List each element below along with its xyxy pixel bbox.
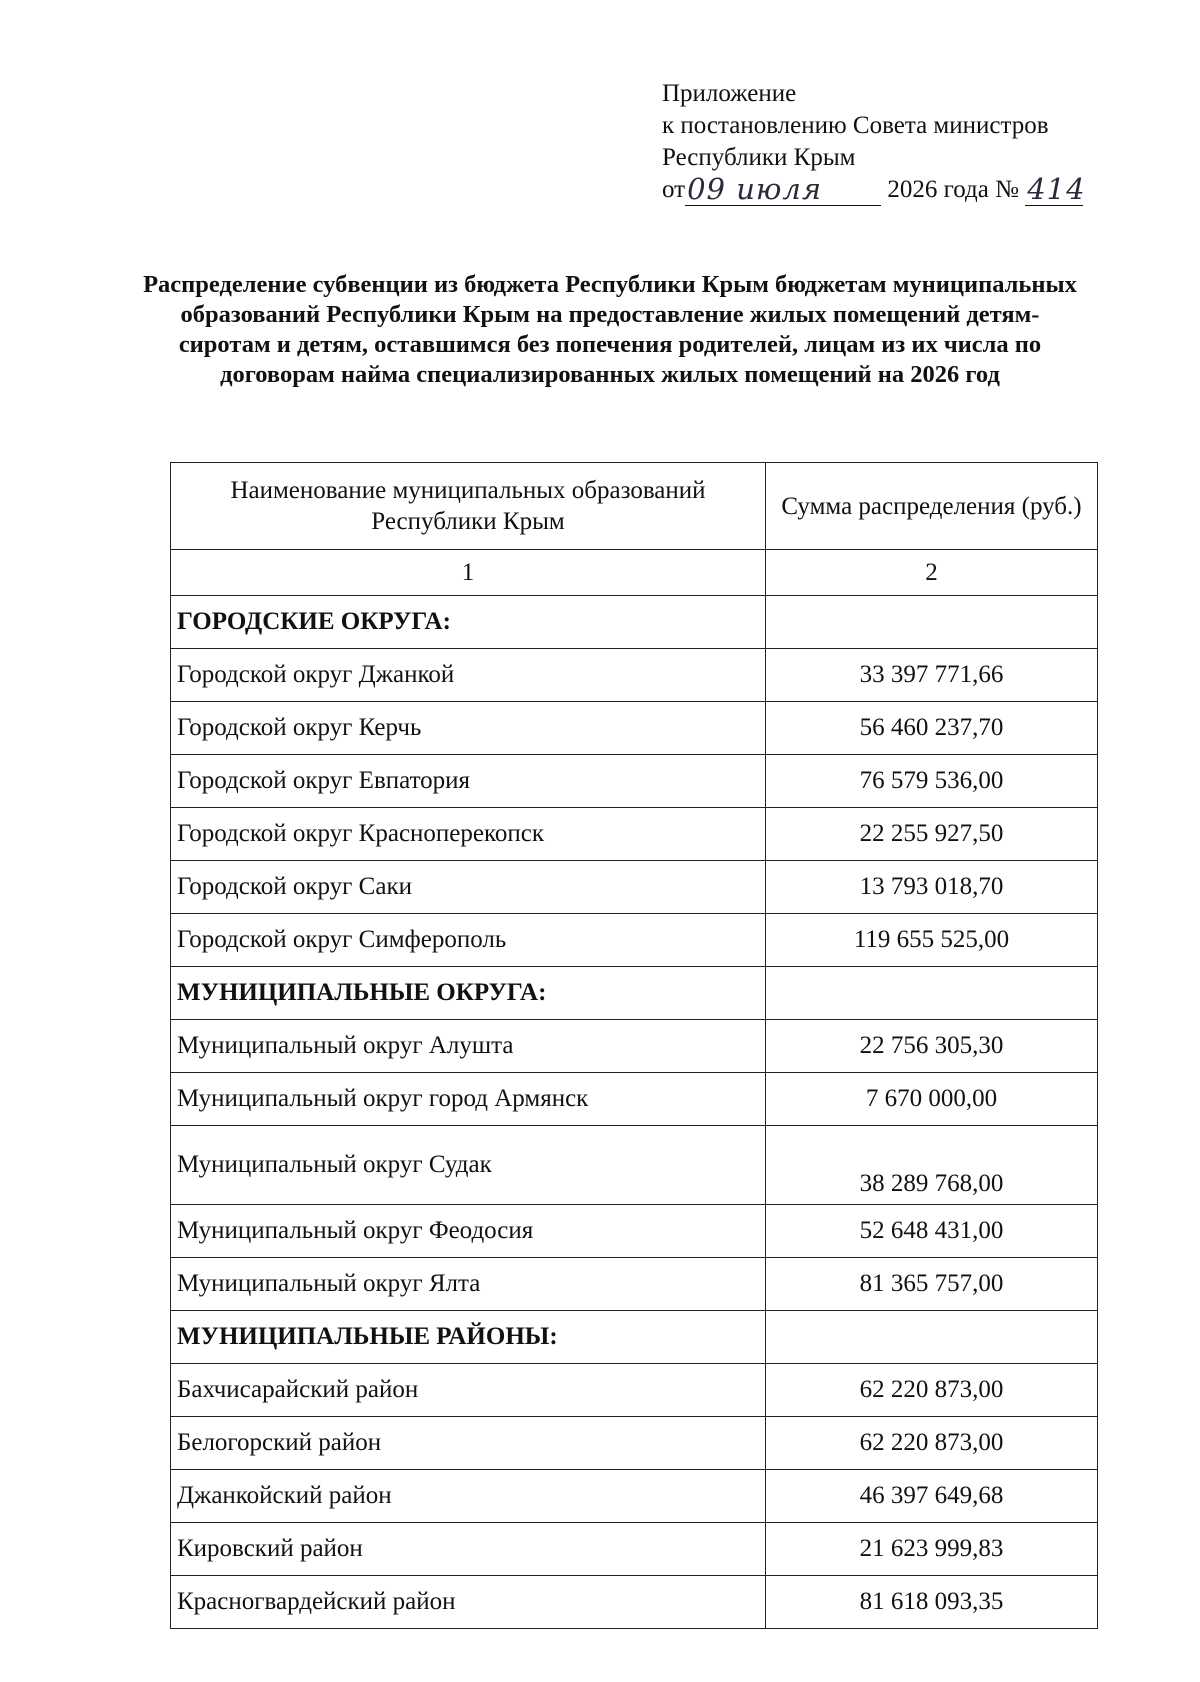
table-row	[171, 755, 1098, 808]
table-row	[171, 1205, 1098, 1258]
section-header-row	[171, 967, 1098, 1020]
municipality-name: Муниципальный округ Судак	[171, 1126, 766, 1205]
amount-cell: 22 756 305,30	[766, 1020, 1098, 1073]
municipality-name: Городской округ Красноперекопск	[171, 808, 766, 861]
municipality-name: Городской округ Джанкой	[171, 649, 766, 702]
table-row	[171, 1073, 1098, 1126]
section-header-row	[171, 596, 1098, 649]
header-name: Наименование муниципальных образований Республики Крым	[171, 463, 766, 550]
amount-cell: 81 365 757,00	[766, 1258, 1098, 1311]
appendix-block	[662, 78, 1086, 206]
municipality-name: Кировский район	[171, 1523, 766, 1576]
municipality-name: Городской округ Симферополь	[171, 914, 766, 967]
municipality-name: Белогорский район	[171, 1417, 766, 1470]
table-row	[171, 1020, 1098, 1073]
municipality-name: Муниципальный округ город Армянск	[171, 1073, 766, 1126]
column-number-1: 1	[171, 550, 766, 596]
section-header-row	[171, 1311, 1098, 1364]
amount-cell: 81 618 093,35	[766, 1576, 1098, 1629]
column-number-2: 2	[766, 550, 1098, 596]
amount-cell: 119 655 525,00	[766, 914, 1098, 967]
amount-cell	[766, 967, 1098, 1020]
table-row	[171, 649, 1098, 702]
date-prefix: от	[662, 176, 686, 203]
amount-cell: 38 289 768,00	[766, 1126, 1098, 1205]
municipality-name: МУНИЦИПАЛЬНЫЕ ОКРУГА:	[171, 967, 766, 1020]
municipality-name: Муниципальный округ Ялта	[171, 1258, 766, 1311]
amount-cell: 52 648 431,00	[766, 1205, 1098, 1258]
date-field	[685, 172, 881, 206]
municipality-name: Муниципальный округ Феодосия	[171, 1205, 766, 1258]
year-number-label: 2026 года №	[887, 176, 1019, 203]
amount-cell	[766, 596, 1098, 649]
document-title: Распределение субвенции из бюджета Республики Крым бюджетам муниципальных образований Республики Крым на предоставление жилых помещений детям-сиротам и детям, оставшимся без попечения родителей, лицам из их числа по договорам найма специализированных жилых помещений на 2026 год	[143, 271, 1077, 388]
amount-cell: 33 397 771,66	[766, 649, 1098, 702]
municipality-name: Городской округ Евпатория	[171, 755, 766, 808]
municipality-name: Бахчисарайский район	[171, 1364, 766, 1417]
handwritten-number: 414	[1027, 172, 1086, 206]
header-amount: Сумма распределения (руб.)	[766, 463, 1098, 550]
appendix-line-2: к постановлению Совета министров	[662, 112, 1049, 139]
amount-cell: 22 255 927,50	[766, 808, 1098, 861]
municipality-name: Городской округ Саки	[171, 861, 766, 914]
table-row	[171, 1417, 1098, 1470]
municipality-name: МУНИЦИПАЛЬНЫЕ РАЙОНЫ:	[171, 1311, 766, 1364]
number-field	[1025, 172, 1086, 206]
table-row	[171, 1258, 1098, 1311]
column-number-row	[171, 550, 1098, 596]
table-row	[171, 914, 1098, 967]
amount-cell: 56 460 237,70	[766, 702, 1098, 755]
handwritten-date: 09 июля	[687, 172, 823, 206]
table-row	[171, 1523, 1098, 1576]
municipality-name: Городской округ Керчь	[171, 702, 766, 755]
amount-cell: 46 397 649,68	[766, 1470, 1098, 1523]
amount-cell: 13 793 018,70	[766, 861, 1098, 914]
table-header-row	[171, 463, 1098, 550]
table-row	[171, 808, 1098, 861]
table-row	[171, 1470, 1098, 1523]
municipality-name: Красногвардейский район	[171, 1576, 766, 1629]
amount-cell: 21 623 999,83	[766, 1523, 1098, 1576]
table-row	[171, 1126, 1098, 1205]
appendix-line-3: Республики Крым	[662, 144, 856, 171]
table-row	[171, 702, 1098, 755]
distribution-table	[170, 462, 1098, 1629]
amount-cell: 62 220 873,00	[766, 1417, 1098, 1470]
table-row	[171, 1364, 1098, 1417]
table-row	[171, 1576, 1098, 1629]
appendix-date-line	[662, 172, 1086, 206]
amount-cell: 62 220 873,00	[766, 1364, 1098, 1417]
amount-cell: 76 579 536,00	[766, 755, 1098, 808]
amount-cell: 7 670 000,00	[766, 1073, 1098, 1126]
appendix-line-1: Приложение	[662, 80, 797, 107]
municipality-name: Муниципальный округ Алушта	[171, 1020, 766, 1073]
table-row	[171, 861, 1098, 914]
municipality-name: ГОРОДСКИЕ ОКРУГА:	[171, 596, 766, 649]
amount-cell	[766, 1311, 1098, 1364]
municipality-name: Джанкойский район	[171, 1470, 766, 1523]
